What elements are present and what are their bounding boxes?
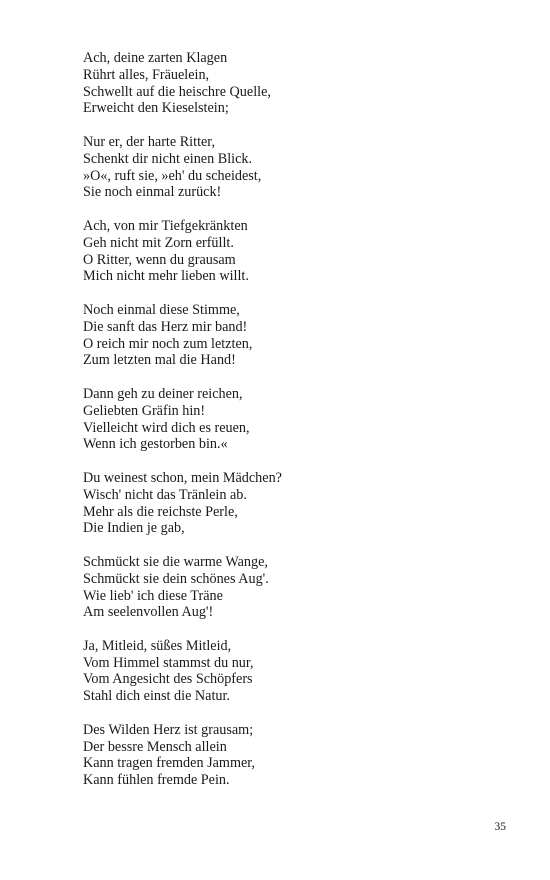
poem-line: Ach, von mir Tiefgekränkten [83, 217, 248, 234]
stanza-9 [83, 722, 483, 789]
poem-line: O reich mir noch zum letzten, [83, 335, 253, 352]
stanza-7 [83, 554, 483, 621]
poem-line: Vielleicht wird dich es reuen, [83, 419, 250, 436]
poem-line: Kann tragen fremden Jammer, [83, 755, 255, 772]
poem-line: Noch einmal diese Stimme, [83, 301, 240, 318]
stanza-4 [83, 302, 483, 369]
poem-line: Zum letzten mal die Hand! [83, 352, 236, 369]
poem-line: Des Wilden Herz ist grausam; [83, 721, 254, 738]
poem-line: »O«, ruft sie, »eh' du scheidest, [83, 167, 262, 184]
poem-line: Dann geh zu deiner reichen, [83, 385, 243, 402]
poem-line: Mehr als die reichste Perle, [83, 503, 238, 520]
page-number: 35 [494, 821, 506, 833]
poem-line: Schmückt sie die warme Wange, [83, 553, 268, 570]
poem-line: Erweicht den Kieselstein; [83, 100, 229, 117]
poem-line: Wisch' nicht das Tränlein ab. [83, 486, 247, 503]
poem-line: Wenn ich gestorben bin.« [83, 436, 228, 453]
poem-line: Sie noch einmal zurück! [83, 184, 222, 201]
stanza-6 [83, 470, 483, 537]
poem-line: Nur er, der harte Ritter, [83, 133, 216, 150]
poem-line: Mich nicht mehr lieben willt. [83, 268, 249, 285]
poem-line: Der bessre Mensch allein [83, 738, 227, 755]
stanza-5 [83, 386, 483, 453]
poem-line: Geliebten Gräfin hin! [83, 402, 206, 419]
poem-line: Schenkt dir nicht einen Blick. [83, 150, 253, 167]
poem-line: Stahl dich einst die Natur. [83, 688, 230, 705]
poem-line: Ja, Mitleid, süßes Mitleid, [83, 637, 232, 654]
poem-line: Die Indien je gab, [83, 520, 185, 537]
poem-line: Vom Himmel stammst du nur, [83, 654, 254, 671]
poem-line: Ach, deine zarten Klagen [83, 50, 228, 66]
poem-text [83, 50, 483, 806]
stanza-1 [83, 50, 483, 117]
poem-line: Die sanft das Herz mir band! [83, 318, 248, 335]
stanza-2 [83, 134, 483, 201]
poem-line: Geh nicht mit Zorn erfüllt. [83, 234, 234, 251]
poem-line: Rührt alles, Fräuelein, [83, 66, 210, 83]
stanza-8 [83, 638, 483, 705]
poem-line: Du weinest schon, mein Mädchen? [83, 469, 282, 486]
poem-line: Schwellt auf die heischre Quelle, [83, 83, 271, 100]
poem-line: Schmückt sie dein schönes Aug'. [83, 570, 269, 587]
poem-line: Am seelenvollen Aug'! [83, 604, 214, 621]
poem-line: Wie lieb' ich diese Träne [83, 587, 223, 604]
stanza-3 [83, 218, 483, 285]
poem-line: O Ritter, wenn du grausam [83, 251, 236, 268]
poem-line: Vom Angesicht des Schöpfers [83, 671, 253, 688]
poem-line: Kann fühlen fremde Pein. [83, 772, 230, 789]
